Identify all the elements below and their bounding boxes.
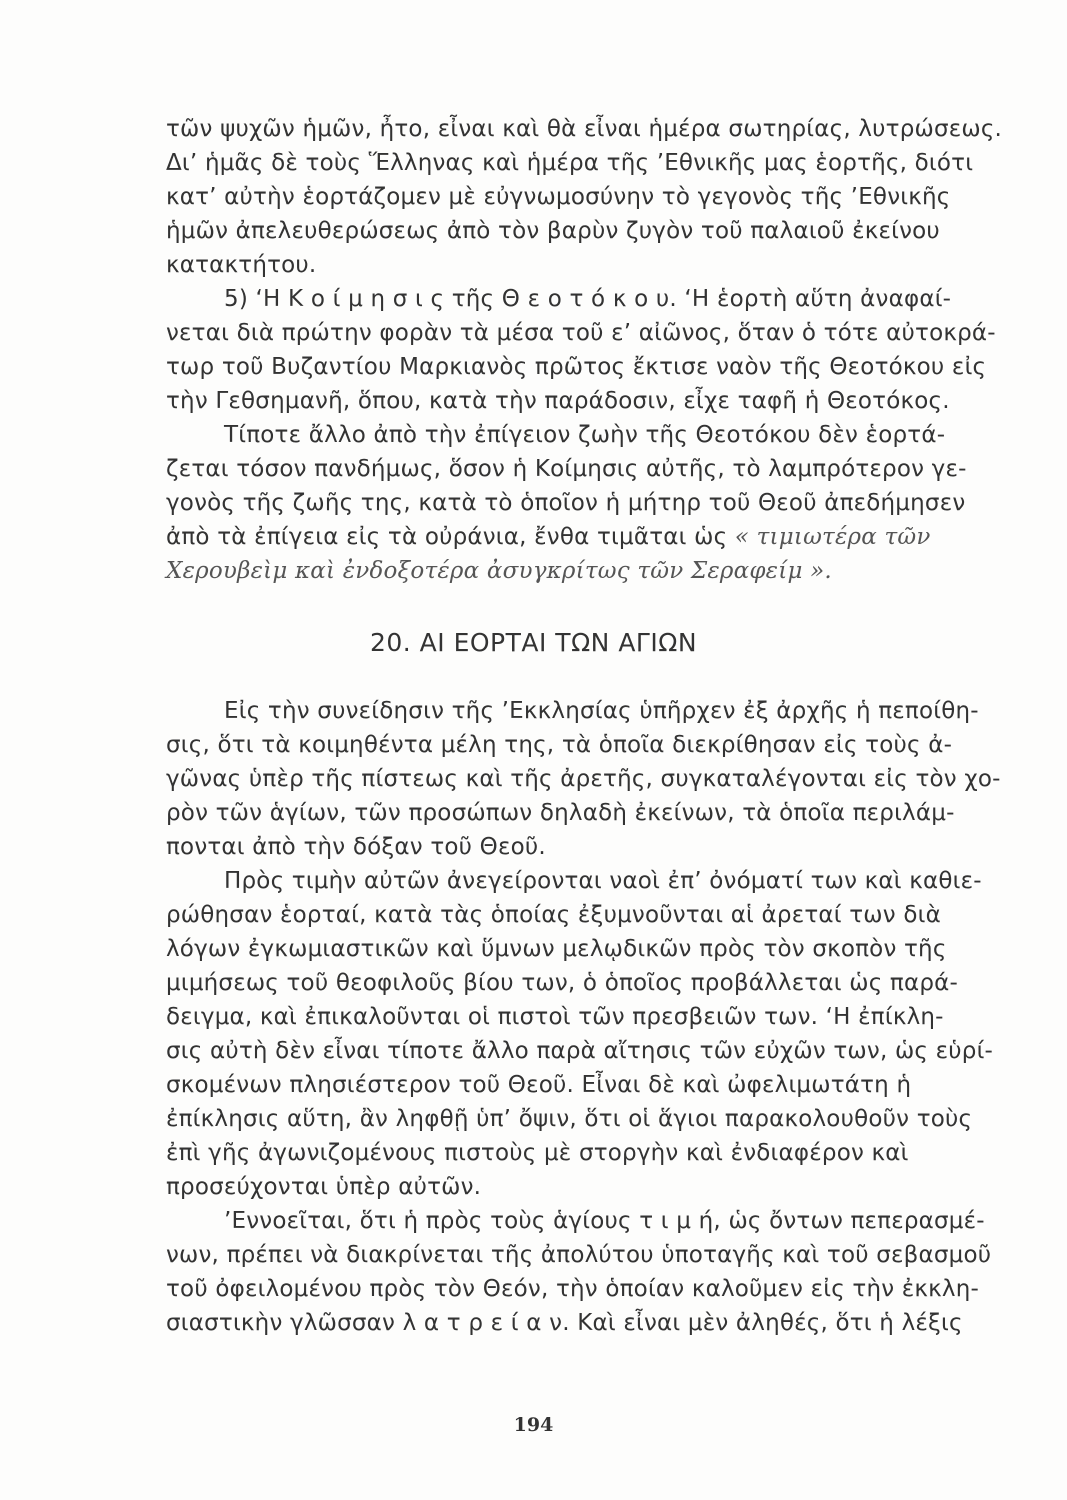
text-line: ’Εννοεῖται, ὅτι ἡ πρὸς τοὺς ἁγίους τ ι μ ή, ὡς ὄντων πεπερασμέ- — [224, 1208, 985, 1234]
text-line: προσεύχονται ὑπὲρ αὐτῶν. — [166, 1174, 482, 1200]
text-line: τωρ τοῦ Βυζαντίου Μαρκιανὸς πρῶτος ἔκτισε ναὸν τῆς Θεοτόκου εἰς — [166, 354, 987, 380]
text-line: ἐπὶ γῆς ἀγωνιζομένους πιστοὺς μὲ στοργὴν καὶ ἐνδιαφέρον καὶ — [166, 1140, 909, 1166]
text-line: νεται διὰ πρώτην φορὰν τὰ μέσα τοῦ ε’ αἰῶνος, ὅταν ὁ τότε αὐτοκρά- — [166, 320, 996, 346]
text-line: λόγων ἐγκωμιαστικῶν καὶ ὕμνων μελῳδικῶν πρὸς τὸν σκοπὸν τῆς — [166, 936, 947, 962]
text-line: Δι’ ἡμᾶς δὲ τοὺς Ἕλληνας καὶ ἡμέρα τῆς ’Εθνικῆς μας ἑορτῆς, διότι — [166, 150, 974, 176]
text-line: ρὸν τῶν ἁγίων, τῶν προσώπων δηλαδὴ ἐκείνων, τὰ ὁποῖα περιλάμ- — [166, 800, 955, 826]
bottom-text-block — [166, 694, 1016, 1340]
quote-segment: « τιμιωτέρα τῶν — [734, 524, 931, 550]
text-line: μιμήσεως τοῦ θεοφιλοῦς βίου των, ὁ ὁποῖος προβάλλεται ὡς παρά- — [166, 970, 958, 996]
text-line: Χερουβεὶμ καὶ ἐνδοξοτέρα ἀσυγκρίτως τῶν Σεραφείμ ». — [166, 558, 832, 584]
text-line: σιαστικὴν γλῶσσαν λ α τ ρ ε ί α ν. Καὶ εἶναι μὲν ἀληθές, ὅτι ἡ λέξις — [166, 1310, 963, 1336]
text-line: σις, ὅτι τὰ κοιμηθέντα μέλη της, τὰ ὁποῖα διεκρίθησαν εἰς τοὺς ἀ- — [166, 732, 953, 758]
text-line: σκομένων πλησιέστερον τοῦ Θεοῦ. Εἶναι δὲ καὶ ὠφελιμωτάτη ἡ — [166, 1072, 912, 1098]
text-line: Εἰς τὴν συνείδησιν τῆς ’Εκκλησίας ὑπῆρχεν ἐξ ἀρχῆς ἡ πεποίθη- — [224, 698, 979, 724]
section-title: 20. ΑΙ ΕΟΡΤΑΙ ΤΩΝ ΑΓΙΩΝ — [369, 628, 698, 657]
text-line: κατακτήτου. — [166, 252, 317, 278]
text-line: Τίποτε ἄλλο ἀπὸ τὴν ἐπίγειον ζωὴν τῆς Θεοτόκου δὲν ἑορτά- — [224, 422, 946, 448]
text-line: ρώθησαν ἑορταί, κατὰ τὰς ὁποίας ἐξυμνοῦνται αἱ ἀρεταί των διὰ — [166, 902, 941, 928]
text-line: νων, πρέπει νὰ διακρίνεται τῆς ἀπολύτου ὑποταγῆς καὶ τοῦ σεβασμοῦ — [166, 1242, 992, 1268]
text-line: 5) ‘Η Κ ο ί μ η σ ι ς τῆς Θ ε ο τ ό κ ο υ. ‘Η ἑορτὴ αὕτη ἀναφαί- — [224, 286, 952, 312]
text-segment: ἀπὸ τὰ ἐπίγεια εἰς τὰ οὐράνια, ἔνθα τιμᾶται ὡς — [166, 524, 728, 550]
text-line: ἡμῶν ἀπελευθερώσεως ἀπὸ τὸν βαρὺν ζυγὸν τοῦ παλαιοῦ ἐκείνου — [166, 218, 940, 244]
text-line: ἐπίκλησις αὕτη, ἂν ληφθῇ ὑπ’ ὄψιν, ὅτι οἱ ἅγιοι παρακολουθοῦν τοὺς — [166, 1106, 973, 1132]
top-text-block — [166, 112, 1016, 588]
text-line: τὴν Γεθσημανῆ, ὅπου, κατὰ τὴν παράδοσιν, εἶχε ταφῆ ἡ Θεοτόκος. — [166, 388, 950, 414]
text-line — [166, 520, 1016, 554]
text-line: Πρὸς τιμὴν αὐτῶν ἀνεγείρονται ναοὶ ἐπ’ ὀνόματί των καὶ καθιε- — [224, 868, 982, 894]
text-line: σις αὐτὴ δὲν εἶναι τίποτε ἄλλο παρὰ αἴτησις τῶν εὐχῶν των, ὡς εὑρί- — [166, 1038, 994, 1064]
text-line: τοῦ ὀφειλομένου πρὸς τὸν Θεόν, τὴν ὁποίαν καλοῦμεν εἰς τὴν ἐκκλη- — [166, 1276, 980, 1302]
text-line: κατ’ αὐτὴν ἑορτάζομεν μὲ εὐγνωμοσύνην τὸ γεγονὸς τῆς ’Εθνικῆς — [166, 184, 951, 210]
page-number: 194 — [513, 1414, 554, 1436]
text-line: τῶν ψυχῶν ἡμῶν, ἦτο, εἶναι καὶ θὰ εἶναι ἡμέρα σωτηρίας, λυτρώσεως. — [166, 116, 1003, 142]
text-line: ζεται τόσον πανδήμως, ὅσον ἡ Κοίμησις αὐτῆς, τὸ λαμπρότερον γε- — [166, 456, 967, 482]
text-line: δειγμα, καὶ ἐπικαλοῦνται οἱ πιστοὶ τῶν πρεσβειῶν των. ‘Η ἐπίκλη- — [166, 1004, 944, 1030]
text-line: πονται ἀπὸ τὴν δόξαν τοῦ Θεοῦ. — [166, 834, 546, 860]
text-line: γονὸς τῆς ζωῆς της, κατὰ τὸ ὁποῖον ἡ μήτηρ τοῦ Θεοῦ ἀπεδήμησεν — [166, 490, 966, 516]
text-line: γῶνας ὑπὲρ τῆς πίστεως καὶ τῆς ἀρετῆς, συγκαταλέγονται εἰς τὸν χο- — [166, 766, 1001, 792]
